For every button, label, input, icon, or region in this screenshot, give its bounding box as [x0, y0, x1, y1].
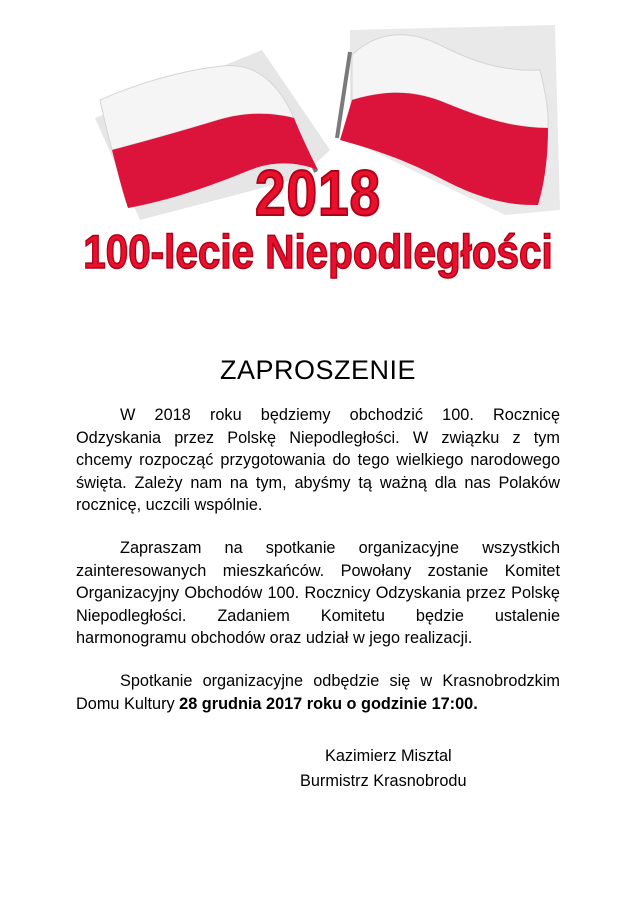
signature-name: Kazimierz Misztal — [325, 747, 452, 765]
paragraph-2: Zapraszam na spotkanie organizacyjne wszystkich zainteresowanych mieszkańców. Powołany zostanie Komitet Organizacyjny Obchodów 100. Rocznicy Odzyskania przez Polskę Niepodległości. Zadaniem Komitetu będzie ustalenie harmonogramu obchodów oraz udział w jego realizacji. — [76, 538, 560, 648]
page-title: ZAPROSZENIE — [219, 355, 417, 385]
invitation-body — [76, 404, 560, 735]
paragraph-3-text: Spotkanie organizacyjne odbędzie się w Krasnobrodzkim Domu Kultury — [76, 671, 560, 713]
meeting-date-time: 28 grudnia 2017 roku o godzinie 17:00. — [179, 694, 478, 713]
headline-subtitle: 100-lecie Niepodległości — [83, 225, 553, 278]
signature-role: Burmistrz Krasnobrodu — [300, 772, 467, 790]
headline-year: 2018 — [255, 157, 381, 229]
paragraph-3 — [76, 670, 560, 715]
paragraph-1: W 2018 roku będziemy obchodzić 100. Rocznicę Odzyskania przez Polskę Niepodległości. W związku z tym chcemy rozpocząć przygotowania do tego wielkiego narodowego święta. Zależy nam na tym, abyśmy tą ważną dla nas Polaków rocznicę, uczcili wspólnie. — [76, 406, 560, 515]
signature-block — [300, 744, 550, 794]
